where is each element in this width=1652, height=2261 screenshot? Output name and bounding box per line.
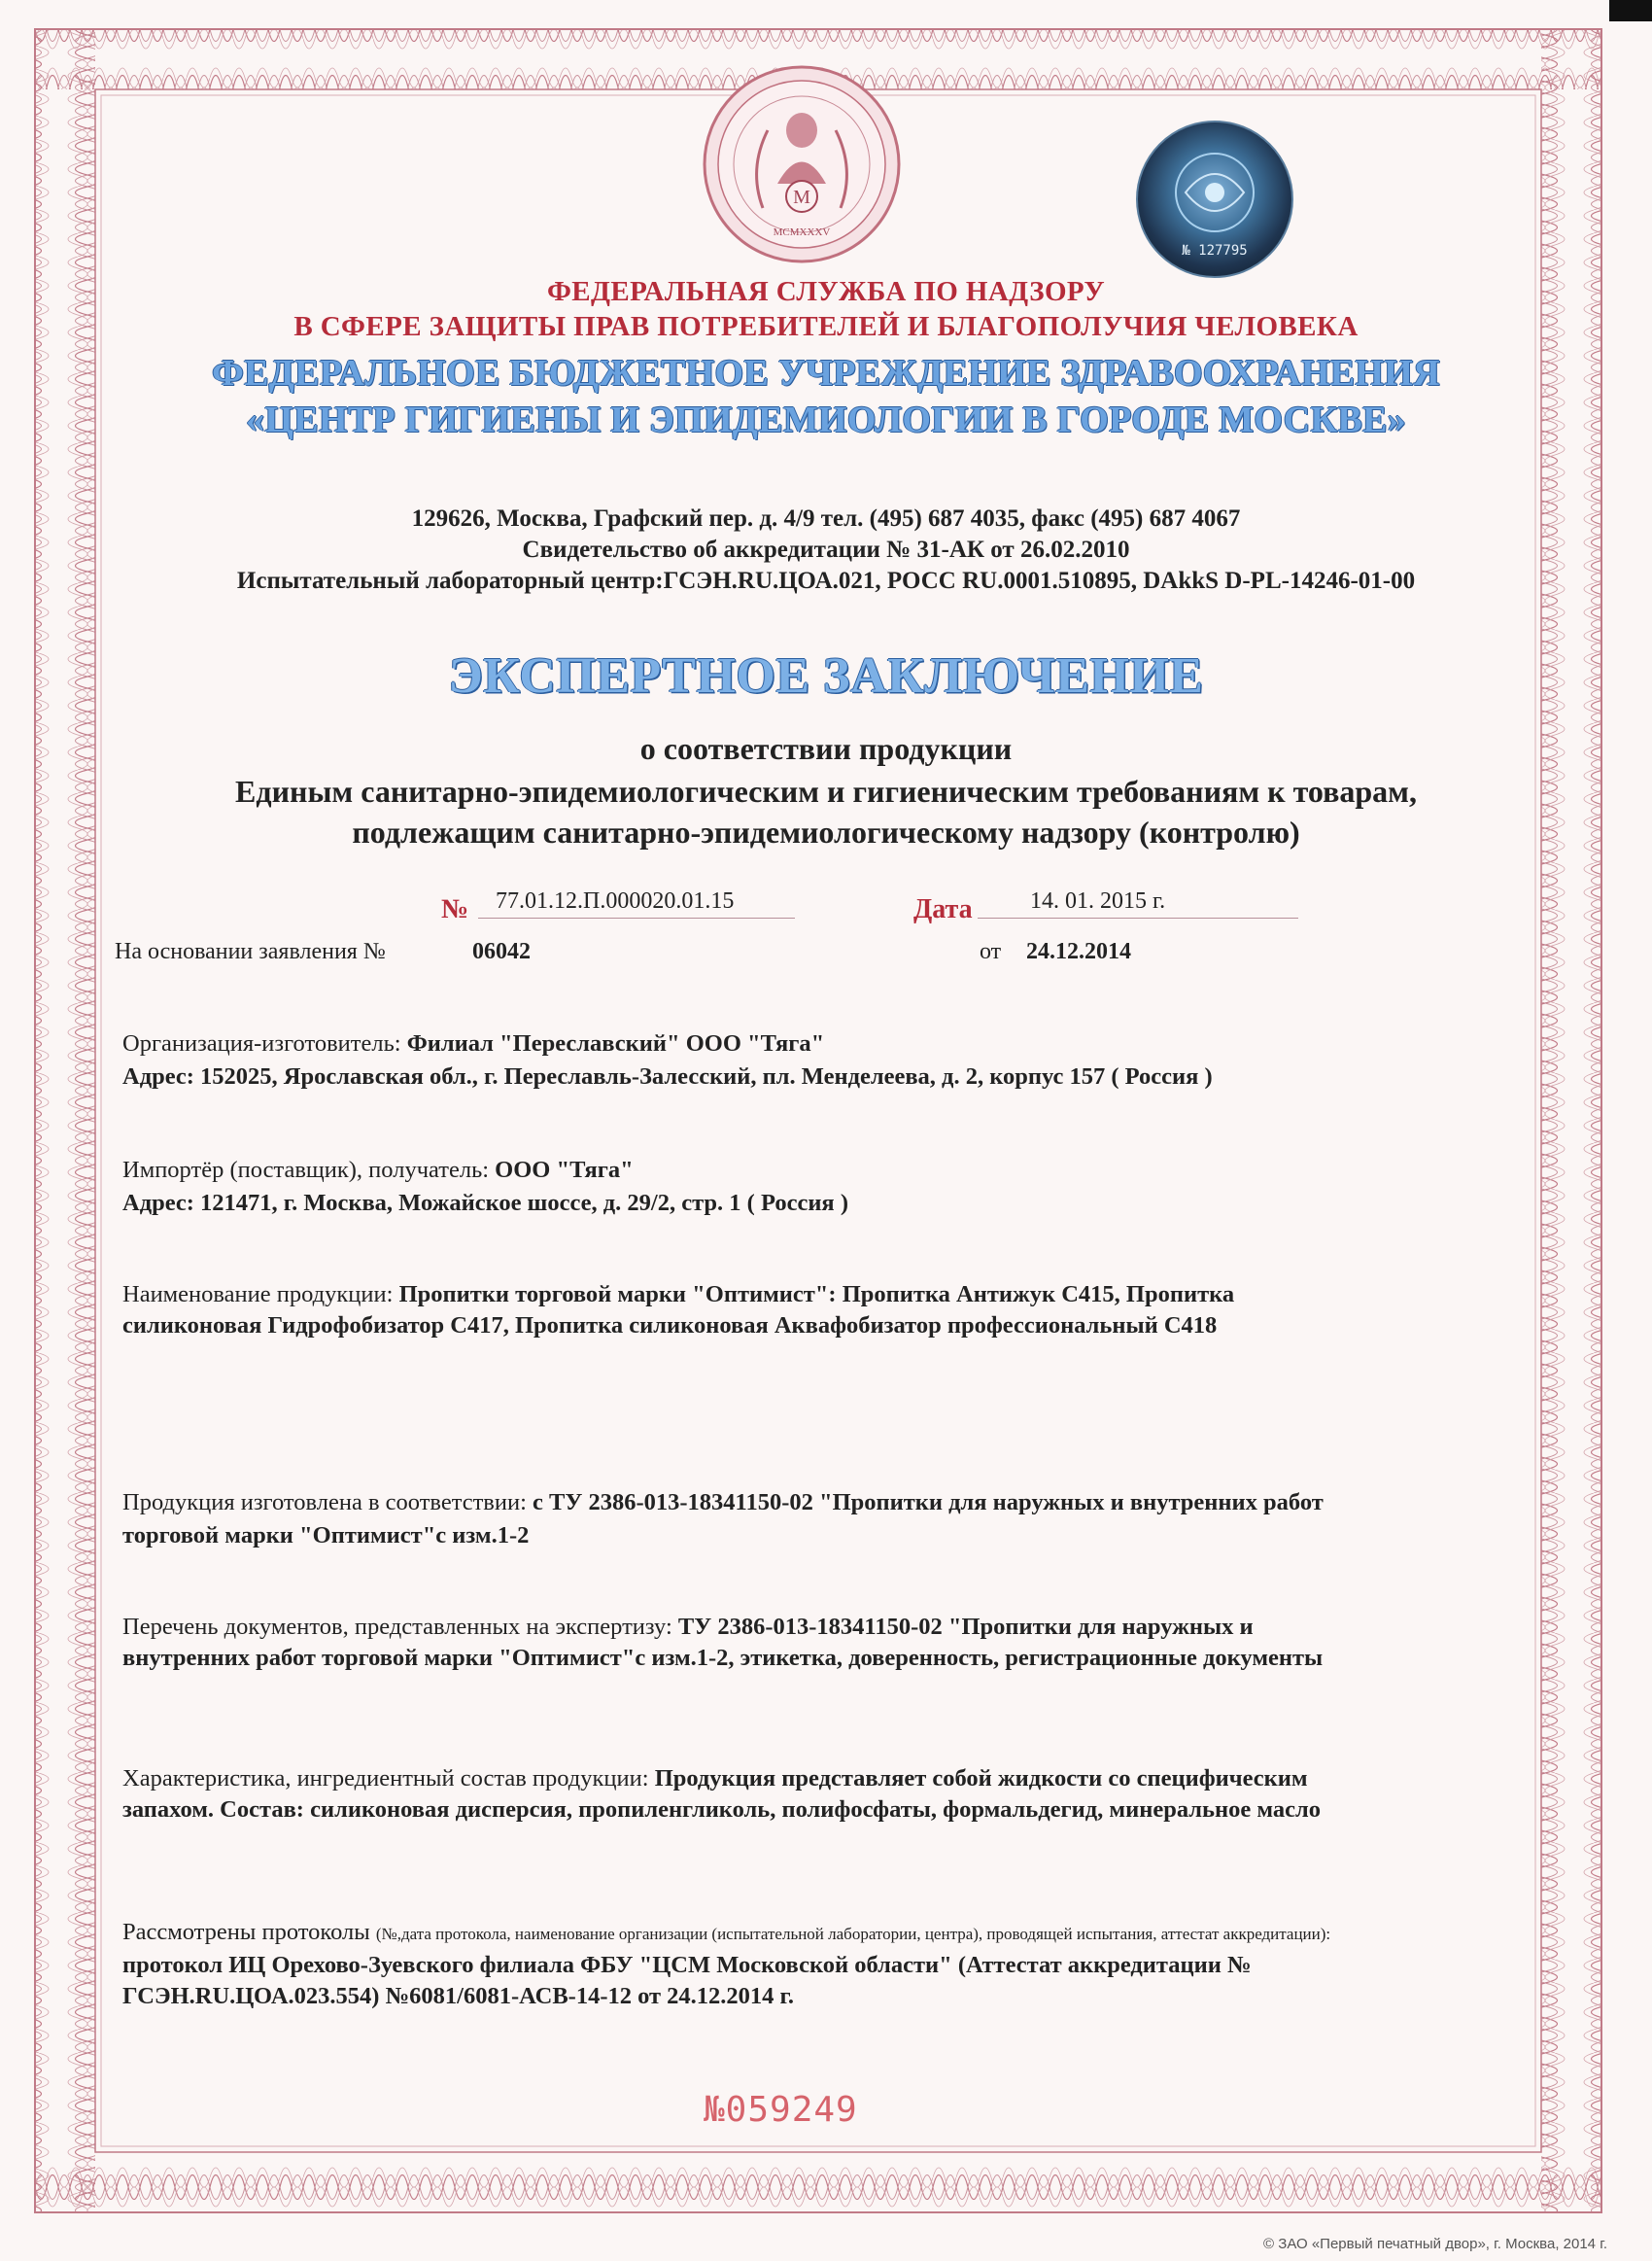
docs-value-1: ТУ 2386-013-18341150-02 "Пропитки для наружных и: [677, 1614, 1254, 1640]
title-line-1: о соответствии продукции: [639, 731, 1013, 766]
hologram-sticker: [1132, 117, 1297, 282]
docs-label: Перечень документов, представленных на экспертизу:: [122, 1614, 672, 1640]
produced-row: [122, 1489, 1324, 1516]
application-date: 24.12.2014: [1026, 939, 1131, 964]
produced-value-2: торговой марки "Оптимист"с изм.1-2: [122, 1522, 530, 1548]
char-value-1: Продукция представляет собой жидкости со специфическим: [654, 1765, 1308, 1791]
manufacturer-label: Организация-изготовитель:: [122, 1030, 401, 1057]
product-row: [122, 1281, 1234, 1308]
institution-line-2: «ЦЕНТР ГИГИЕНЫ И ЭПИДЕМИОЛОГИИ В ГОРОДЕ МОСКВЕ»: [246, 400, 1406, 440]
manufacturer-address: Адрес: 152025, Ярославская обл., г. Переславль-Залесский, пл. Менделеева, д. 2, корпус 157 ( Россия ): [122, 1063, 1213, 1090]
application-number: 06042: [472, 939, 531, 964]
product-value-2: силиконовая Гидрофобизатор С417, Пропитка силиконовая Аквафобизатор профессиональный С418: [122, 1312, 1218, 1339]
corner-scan-mark: [1609, 0, 1652, 21]
emblem-year: MCMXXXV: [773, 226, 831, 238]
lab-line: Испытательный лабораторный центр:ГСЭН.RU.ЦОА.021, РОСС RU.0001.510895, DAkkS D-PL-14246-01-00: [236, 568, 1416, 594]
protocols-value-2: ГСЭН.RU.ЦОА.023.554) №6081/6081-АСВ-14-12 от 24.12.2014 г.: [122, 1983, 795, 2009]
institution-line-1: ФЕДЕРАЛЬНОЕ БЮДЖЕТНОЕ УЧРЕЖДЕНИЕ ЗДРАВООХРАНЕНИЯ: [212, 353, 1440, 394]
protocols-label: Рассмотрены протоколы: [122, 1919, 370, 1945]
protocols-value-1: протокол ИЦ Орехово-Зуевского филиала ФБУ "ЦСМ Московской области" (Аттестат аккредитации №: [122, 1952, 1252, 1978]
importer-value: ООО "Тяга": [495, 1157, 634, 1183]
product-label: Наименование продукции:: [122, 1281, 394, 1307]
importer-row: [122, 1157, 634, 1184]
protocols-row: [122, 1919, 1330, 1946]
document-title: ЭКСПЕРТНОЕ ЗАКЛЮЧЕНИЕ: [448, 648, 1204, 704]
title-line-3: подлежащим санитарно-эпидемиологическому надзору (контролю): [352, 815, 1300, 850]
accreditation-line: Свидетельство об аккредитации № 31-АК от 26.02.2010: [522, 537, 1130, 563]
document-number: 77.01.12.П.000020.01.15: [496, 888, 735, 914]
from-label: от: [980, 939, 1002, 964]
char-label: Характеристика, ингредиентный состав продукции:: [122, 1765, 649, 1791]
importer-address: Адрес: 121471, г. Москва, Можайское шоссе, д. 29/2, стр. 1 ( Россия ): [122, 1190, 848, 1216]
char-row: [122, 1765, 1308, 1792]
title-line-2: Единым санитарно-эпидемиологическим и гигиеническим требованиям к товарам,: [235, 774, 1417, 809]
printer-imprint: © ЗАО «Первый печатный двор», г. Москва, 2014 г.: [1263, 2236, 1607, 2252]
docs-value-2: внутренних работ торговой марки "Оптимист"с изм.1-2, этикетка, доверенность, регистрационные документы: [122, 1645, 1324, 1671]
number-underline: [478, 918, 795, 919]
char-value-2: запахом. Состав: силиконовая дисперсия, пропиленгликоль, полифосфаты, формальдегид, минеральное масло: [122, 1796, 1322, 1823]
product-value-1: Пропитки торговой марки "Оптимист": Пропитка Антижук С415, Пропитка: [398, 1281, 1235, 1307]
emblem-letter: M: [793, 187, 810, 208]
institution-emblem: [671, 62, 933, 266]
number-label: №: [441, 894, 469, 924]
produced-label: Продукция изготовлена в соответствии:: [122, 1489, 527, 1515]
application-label: На основании заявления №: [115, 939, 386, 964]
protocols-note: (№,дата протокола, наименование организации (испытательной лаборатории, центра), проводящей испытания, аттестат аккредитации):: [375, 1925, 1331, 1943]
docs-row: [122, 1614, 1254, 1641]
agency-line-2: В СФЕРЕ ЗАЩИТЫ ПРАВ ПОТРЕБИТЕЛЕЙ И БЛАГОПОЛУЧИЯ ЧЕЛОВЕКА: [293, 311, 1359, 342]
date-underline: [978, 918, 1298, 919]
document-date: 14. 01. 2015 г.: [1030, 888, 1166, 914]
importer-label: Импортёр (поставщик), получатель:: [122, 1157, 490, 1183]
agency-line-1: ФЕДЕРАЛЬНАЯ СЛУЖБА ПО НАДЗОРУ: [546, 276, 1105, 307]
form-serial-number: №059249: [704, 2090, 858, 2130]
hologram-number: № 127795: [1182, 243, 1248, 259]
manufacturer-row: [122, 1030, 824, 1058]
manufacturer-value: Филиал "Переславский" ООО "Тяга": [406, 1030, 825, 1057]
date-label: Дата: [913, 894, 973, 924]
produced-value-1: с ТУ 2386-013-18341150-02 "Пропитки для наружных и внутренних работ: [533, 1489, 1324, 1515]
address-line: 129626, Москва, Графский пер. д. 4/9 тел. (495) 687 4035, факс (495) 687 4067: [411, 505, 1241, 532]
